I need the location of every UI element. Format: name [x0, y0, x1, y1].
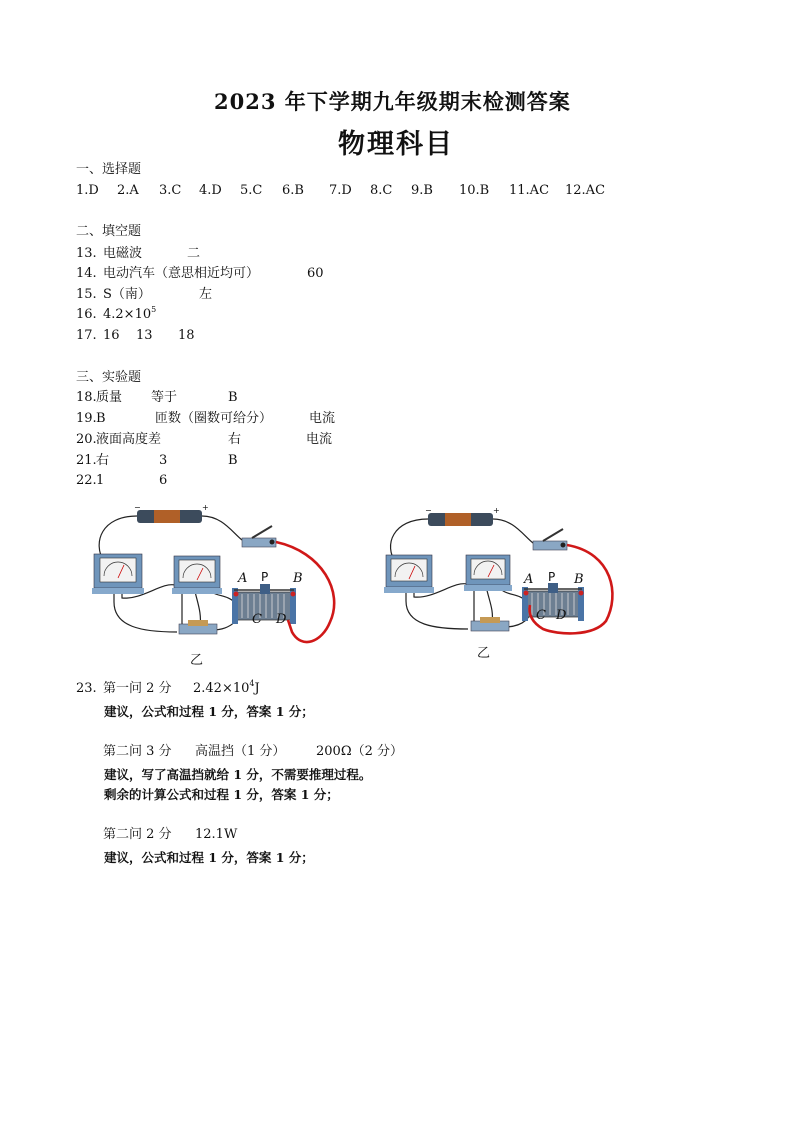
meter-left — [92, 554, 144, 594]
answer-text: $4.2\times 10^5$ — [103, 305, 157, 322]
question-number: 21. — [76, 453, 97, 468]
answer-text: 质量 — [96, 390, 123, 405]
label-c: C — [536, 608, 546, 623]
answer-text: B — [228, 390, 238, 405]
question-number: 15. — [76, 287, 97, 302]
battery — [425, 506, 500, 526]
label-a: A — [238, 571, 248, 586]
section-heading-experiment: 三、实验题 — [76, 370, 142, 385]
answer-text: 匝数（圈数可给分） — [155, 411, 273, 426]
answer-text: B — [228, 453, 238, 468]
choice-answer: 1.D — [76, 183, 99, 198]
answer-text: 电动汽车（意思相近均可） — [103, 266, 260, 281]
answer-text: S（南） — [103, 287, 151, 302]
choice-answer: 3.C — [159, 183, 182, 198]
answer-text: $2.42\times 10^4J$ — [193, 679, 260, 696]
question-number: 22. — [76, 473, 97, 488]
switch — [533, 529, 567, 550]
question-number: 19. — [76, 411, 97, 426]
choice-answer: 11.AC — [509, 183, 550, 198]
question-number: 18. — [76, 390, 97, 405]
answer-text: 等于 — [151, 390, 178, 405]
label-d: D — [276, 612, 287, 627]
choice-answer: 4.D — [199, 183, 222, 198]
answer-text: 12.1W — [195, 827, 238, 842]
part-label: 第一问 2 分 — [103, 681, 172, 696]
answer-text: 6 — [159, 473, 168, 488]
choice-answer: 2.A — [117, 183, 139, 198]
answer-text: 电磁波 — [103, 246, 143, 261]
meter-right — [464, 555, 512, 591]
exponent: 5 — [151, 305, 157, 314]
answer-text: 16 — [103, 328, 120, 343]
label-c: C — [252, 612, 262, 627]
choice-answer: 6.B — [282, 183, 304, 198]
answer-text: 二 — [187, 246, 201, 261]
question-number: 14. — [76, 266, 97, 281]
answer-text: 高温挡（1 分） — [195, 744, 286, 759]
answer-text: 3 — [159, 453, 168, 468]
answer-text: 电流 — [309, 411, 336, 426]
question-number: 23. — [76, 681, 97, 696]
label-b: B — [293, 571, 303, 586]
answer-text: 左 — [199, 287, 213, 302]
circuit-diagram-left — [82, 502, 344, 672]
svg-text:+: + — [202, 503, 209, 512]
label-d: D — [556, 608, 567, 623]
subject-title: 物理科目 — [338, 129, 454, 160]
choice-answer: 5.C — [240, 183, 263, 198]
question-number: 17. — [76, 328, 97, 343]
answer-text: 右 — [228, 432, 242, 447]
svg-text:−: − — [425, 506, 432, 515]
grading-note: 建议，写了高温挡就给 1 分，不需要推理过程。 — [104, 767, 372, 782]
label-p: P — [261, 570, 269, 584]
answer-text: 电流 — [306, 432, 333, 447]
choice-answer: 7.D — [329, 183, 352, 198]
section-heading-fill: 二、填空题 — [76, 224, 142, 239]
answer-text: B — [96, 411, 106, 426]
section-heading-choice: 一、选择题 — [76, 162, 142, 177]
grading-note: 建议，公式和过程 1 分，答案 1 分； — [104, 850, 314, 865]
label-yi: 乙 — [190, 653, 204, 668]
page-title: 2023 年下学期九年级期末检测答案 — [214, 89, 571, 114]
question-number: 20. — [76, 432, 97, 447]
label-yi: 乙 — [477, 646, 491, 661]
meter-right — [172, 556, 222, 594]
question-number: 13. — [76, 246, 97, 261]
answer-text: 液面高度差 — [96, 432, 162, 447]
circuit-diagram-right — [378, 505, 640, 665]
battery — [134, 503, 209, 523]
grading-note: 剩余的计算公式和过程 1 分，答案 1 分； — [104, 787, 339, 802]
question-number: 16. — [76, 307, 97, 322]
svg-text:−: − — [134, 503, 141, 512]
grading-note: 建议，公式和过程 1 分，答案 1 分； — [104, 704, 314, 719]
label-b: B — [574, 572, 584, 587]
part-label: 第二问 3 分 — [103, 744, 172, 759]
choice-answer: 10.B — [459, 183, 490, 198]
answer-text: 右 — [96, 453, 110, 468]
resistor — [179, 620, 217, 634]
label-a: A — [524, 572, 534, 587]
label-p: P — [548, 570, 556, 584]
answer-text: 18 — [178, 328, 195, 343]
choice-answer: 8.C — [370, 183, 393, 198]
choice-answer: 12.AC — [565, 183, 606, 198]
answer-text: 1 — [96, 473, 105, 488]
svg-text:+: + — [493, 506, 500, 515]
resistor — [471, 617, 509, 631]
answer-text: 13 — [136, 328, 153, 343]
part-label: 第二问 2 分 — [103, 827, 172, 842]
switch — [242, 526, 276, 547]
choice-answer: 9.B — [411, 183, 433, 198]
meter-left — [384, 555, 434, 593]
exponent: 4 — [249, 679, 255, 688]
answer-text: 200Ω（2 分） — [316, 744, 403, 759]
answer-text: 60 — [307, 266, 324, 281]
